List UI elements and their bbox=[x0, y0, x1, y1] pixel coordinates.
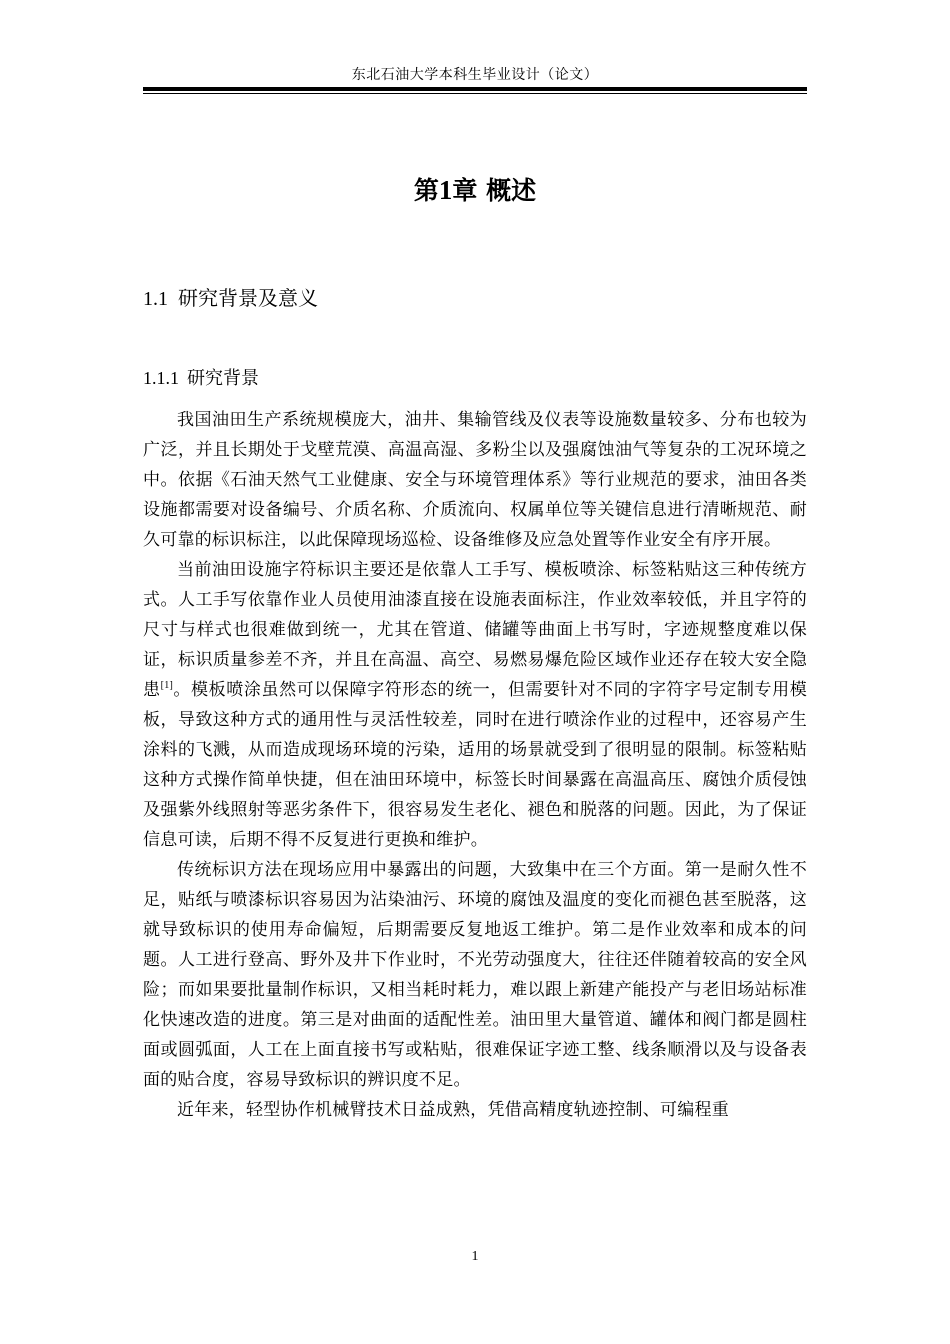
paragraph-1: 我国油田生产系统规模庞大，油井、集输管线及仪表等设施数量较多、分布也较为广泛，并且长期处于戈壁荒漠、高温高湿、多粉尘以及强腐蚀油气等复杂的工况环境之中。依据《石油天然气工业健康、安全与环境管理体系》等行业规范的要求，油田各类设施都需要对设备编号、介质名称、介质流向、权属单位等关键信息进行清晰规范、耐久可靠的标识标注，以此保障现场巡检、设备维修及应急处置等作业安全有序开展。 bbox=[143, 410, 807, 550]
running-header: 东北石油大学本科生毕业设计（论文） bbox=[351, 67, 599, 83]
header-rule-thin bbox=[143, 93, 807, 94]
subsection-number: 1.1.1 bbox=[143, 368, 179, 388]
citation-ref: [1] bbox=[160, 680, 174, 691]
paragraph-2-text-after: 。模板喷涂虽然可以保障字符形态的统一，但需要针对不同的字符字号定制专用模板，导致这种方式的通用性与灵活性较差，同时在进行喷涂作业的过程中，还容易产生涂料的飞溅，从而造成现场环境的污染，适用的场景就受到了很明显的限制。标签粘贴这种方式操作简单快捷，但在油田环境中，标签长时间暴露在高温高压、腐蚀介质侵蚀及强紫外线照射等恶劣条件下，很容易发生老化、褪色和脱落的问题。因此，为了保证信息可读，后期不得不反复进行更换和维护。 bbox=[143, 680, 808, 850]
subsection-heading bbox=[143, 364, 259, 393]
section-number: 1.1 bbox=[143, 288, 168, 310]
chapter-name: 概述 bbox=[486, 176, 537, 205]
paragraph-4: 近年来，轻型协作机械臂技术日益成熟，凭借高精度轨迹控制、可编程重 bbox=[177, 1100, 729, 1120]
chapter-title bbox=[143, 172, 807, 209]
subsection-title: 研究背景 bbox=[187, 368, 259, 389]
paragraph-3: 传统标识方法在现场应用中暴露出的问题，大致集中在三个方面。第一是耐久性不足，贴纸与喷漆标识容易因为沾染油污、环境的腐蚀及温度的变化而褪色甚至脱落，这就导致标识的使用寿命偏短，后期需要反复地返工维护。第二是作业效率和成本的问题。人工进行登高、野外及井下作业时，不光劳动强度大，往往还伴随着较高的安全风险；而如果要批量制作标识，又相当耗时耗力，难以跟上新建产能投产与老旧场站标准化快速改造的进度。第三是对曲面的适配性差。油田里大量管道、罐体和阀门都是圆柱面或圆弧面，人工在上面直接书写或粘贴，很难保证字迹工整、线条顺滑以及与设备表面的贴合度，容易导致标识的辨识度不足。 bbox=[143, 860, 807, 1090]
page-number: 1 bbox=[471, 1249, 479, 1264]
paragraph-2-text-before: 当前油田设施字符标识主要还是依靠人工手写、模板喷涂、标签粘贴这三种传统方式。人工手写依靠作业人员使用油漆直接在设施表面标注，作业效率较低，并且字符的尺寸与样式也很难做到统一，尤其在管道、储罐等曲面上书写时，字迹规整度难以保证，标识质量参差不齐，并且在高温、高空、易燃易爆危险区域作业还存在较大安全隐患 bbox=[143, 560, 807, 700]
header-rule-thick bbox=[143, 87, 807, 91]
paragraph-2 bbox=[143, 555, 807, 855]
chapter-prefix: 第 bbox=[413, 176, 439, 205]
body-text bbox=[143, 405, 807, 1125]
chapter-suffix: 章 bbox=[452, 176, 478, 205]
chapter-number: 1 bbox=[438, 175, 453, 205]
section-title: 研究背景及意义 bbox=[178, 286, 318, 310]
section-heading bbox=[143, 283, 318, 314]
